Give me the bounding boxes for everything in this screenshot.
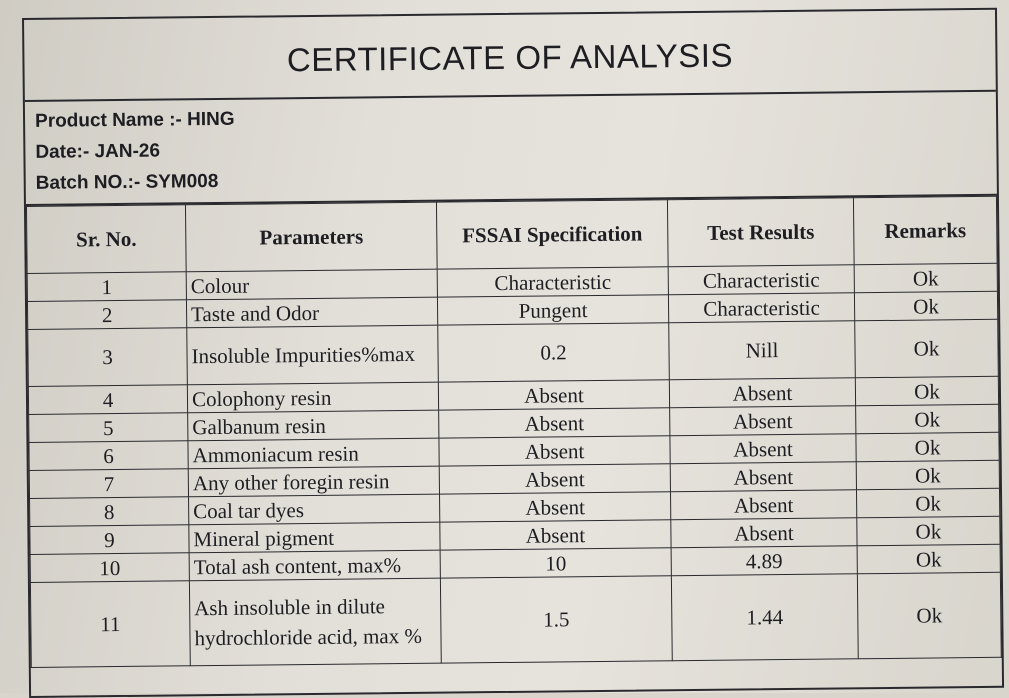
header-test-results: Test Results (667, 198, 854, 267)
cell-specification: 0.2 (438, 323, 670, 382)
cell-specification: Absent (438, 380, 669, 410)
cell-specification: 1.5 (440, 576, 672, 663)
cell-specification: 10 (440, 548, 671, 578)
analysis-table (26, 196, 1002, 668)
cell-specification: Absent (440, 492, 671, 522)
cell-specification: Characteristic (437, 267, 668, 297)
cell-test-result: Characteristic (668, 265, 854, 295)
cell-remark: Ok (855, 319, 999, 377)
cell-test-result: Absent (670, 434, 856, 464)
cell-test-result: Absent (670, 462, 856, 492)
cell-test-result: 4.89 (671, 546, 857, 576)
cell-sr-no: 4 (28, 385, 187, 415)
cell-parameter: Total ash content, max% (189, 550, 440, 581)
cell-remark: Ok (857, 544, 1000, 573)
cell-parameter: Insoluble Impurities%max (187, 325, 439, 385)
cell-remark: Ok (854, 263, 997, 292)
header-sr-no: Sr. No. (26, 205, 186, 274)
cell-sr-no: 7 (29, 469, 188, 499)
cell-specification: Absent (439, 436, 670, 466)
cell-sr-no: 9 (30, 525, 189, 555)
table-row (30, 572, 1001, 667)
document-title: CERTIFICATE OF ANALYSIS (286, 36, 734, 79)
certificate-sheet (22, 8, 1004, 698)
cell-sr-no: 11 (30, 581, 190, 668)
cell-remark: Ok (856, 432, 999, 461)
cell-sr-no: 2 (27, 300, 186, 330)
product-name: Product Name :- HING (34, 108, 235, 132)
cell-parameter: Any other foregin resin (188, 466, 439, 497)
cell-sr-no: 8 (30, 497, 189, 527)
cell-parameter: Galbanum resin (188, 410, 439, 441)
cell-parameter: Colour (186, 269, 437, 300)
cell-sr-no: 10 (30, 553, 189, 583)
header-specification: FSSAI Specification (436, 200, 668, 269)
cell-remark: Ok (854, 291, 997, 320)
cell-specification: Absent (439, 408, 670, 438)
cell-parameter: Mineral pigment (189, 522, 440, 553)
cell-parameter: Ammoniacum resin (188, 438, 439, 469)
cell-test-result: Absent (669, 378, 855, 408)
cell-remark: Ok (856, 460, 999, 489)
cell-parameter: Ash insoluble in dilute hydrochloride acid, max % (189, 578, 441, 666)
cell-remark: Ok (857, 572, 1001, 658)
cell-parameter: Coal tar dyes (189, 494, 440, 525)
cell-specification: Absent (439, 464, 670, 494)
cell-remark: Ok (855, 376, 998, 405)
cell-sr-no: 1 (27, 272, 186, 302)
title-row (24, 10, 996, 102)
header-remarks: Remarks (853, 196, 997, 264)
cell-sr-no: 6 (29, 441, 188, 471)
cell-sr-no: 3 (28, 328, 188, 387)
cell-remark: Ok (857, 516, 1000, 545)
cell-test-result: Nill (669, 321, 856, 380)
cell-sr-no: 5 (29, 413, 188, 443)
table-header-row (26, 196, 997, 273)
cell-parameter: Taste and Odor (186, 297, 437, 328)
cell-remark: Ok (856, 404, 999, 433)
document-date: Date:- JAN-26 (35, 140, 161, 163)
batch-number: Batch NO.:- SYM008 (35, 170, 219, 194)
cell-parameter: Colophony resin (187, 382, 438, 413)
cell-remark: Ok (856, 488, 999, 517)
cell-test-result: Absent (671, 518, 857, 548)
product-info (25, 92, 997, 206)
header-parameters: Parameters (185, 202, 437, 272)
cell-test-result: 1.44 (671, 574, 858, 661)
cell-test-result: Absent (670, 406, 856, 436)
cell-specification: Pungent (437, 295, 668, 325)
cell-specification: Absent (440, 520, 671, 550)
table-row (28, 319, 999, 386)
cell-test-result: Characteristic (668, 293, 854, 323)
cell-test-result: Absent (670, 490, 856, 520)
